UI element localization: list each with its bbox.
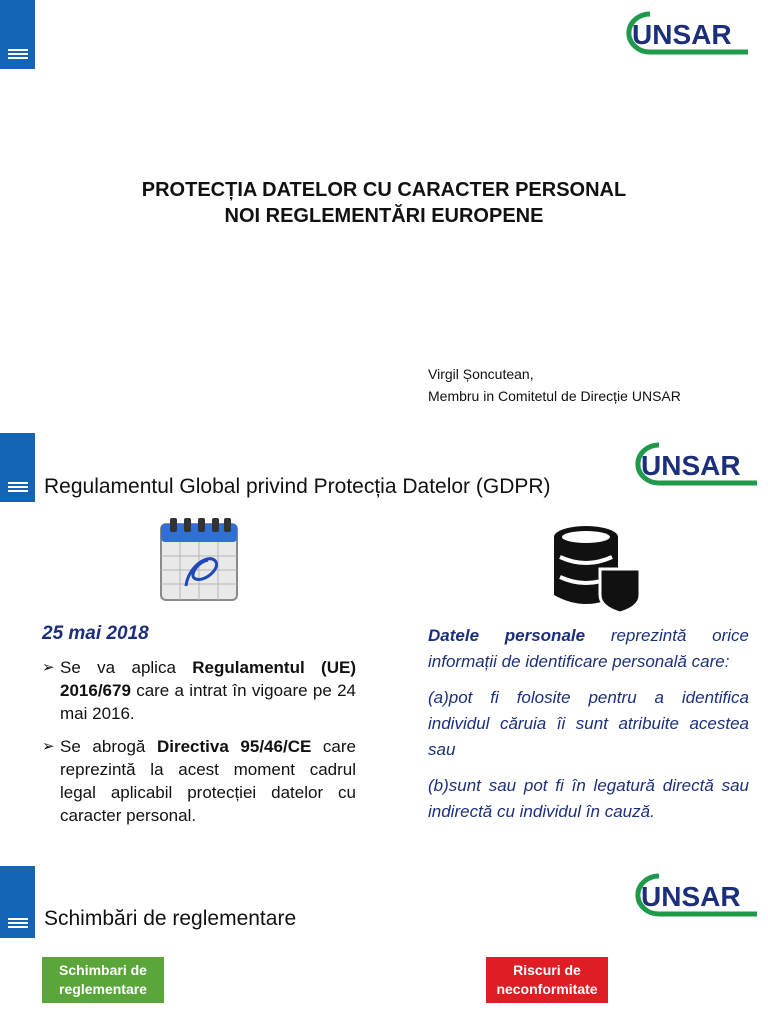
menu-tab[interactable] (0, 0, 35, 69)
menu-tab[interactable] (0, 866, 35, 938)
presentation-title (0, 177, 768, 229)
author-name: Virgil Șoncutean, (428, 366, 534, 382)
banner-label: Riscuri de neconformitate (496, 962, 598, 997)
definition-text: Datele personale reprezintă orice informații de identificare personală care: (428, 626, 749, 671)
svg-text:UNSAR: UNSAR (641, 450, 741, 481)
calendar-icon (158, 516, 240, 609)
slide-heading: Regulamentul Global privind Protecția Datelor (GDPR) (44, 475, 551, 498)
author-block (428, 363, 681, 407)
slide-title (0, 0, 768, 425)
author-role: Membru in Comitetul de Direcție UNSAR (428, 388, 681, 404)
definition-block (428, 623, 749, 835)
definition-item-b: (b)sunt sau pot fi în legatură directă sau indirectă cu individul în cauză. (428, 776, 749, 821)
slide-heading: Schimbări de reglementare (44, 907, 297, 930)
bullet-list (42, 656, 356, 837)
unsar-logo (628, 872, 760, 918)
definition-item-a: (a)pot fi folosite pentru a identifica individul căruia îi sunt atribuite acestea sau (428, 688, 749, 759)
database-shield-icon (550, 523, 642, 620)
menu-icon (8, 482, 28, 492)
slide-gdpr (0, 425, 768, 862)
date-heading: 25 mai 2018 (42, 623, 149, 644)
bullet-item: ➢ Se va aplica Regulamentul (UE) 2016/679 care a intrat în vigoare pe 24 mai 2016. (42, 658, 356, 723)
banner-label: Schimbari de reglementare (59, 962, 147, 997)
slide-changes (0, 862, 768, 1024)
unsar-logo (620, 10, 750, 56)
menu-tab[interactable] (0, 433, 35, 502)
svg-text:UNSAR: UNSAR (632, 19, 732, 50)
svg-text:UNSAR: UNSAR (641, 881, 741, 912)
non-compliance-risk-banner (486, 957, 608, 1003)
bullet-item: ➢ Se abrogă Directiva 95/46/CE care reprezintă la acest moment cadrul legal aplicabil protecției datelor cu caracter personal. (42, 737, 357, 825)
arrow-bullet-icon: ➢ (42, 738, 55, 755)
title-line-2: NOI REGLEMENTĂRI EUROPENE (224, 205, 544, 227)
arrow-bullet-icon: ➢ (42, 659, 55, 676)
menu-icon (8, 49, 28, 59)
title-line-1: PROTECȚIA DATELOR CU CARACTER PERSONAL (141, 179, 627, 201)
menu-icon (8, 918, 28, 928)
regulatory-changes-banner (42, 957, 164, 1003)
unsar-logo (628, 441, 760, 487)
